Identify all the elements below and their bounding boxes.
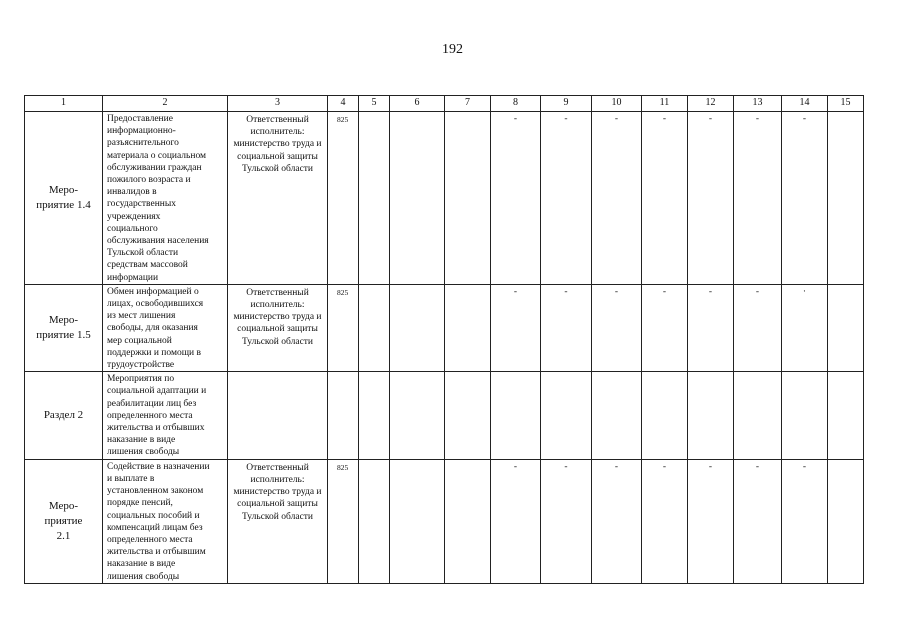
description-line: материала о социальном [107,150,207,161]
description-line: информационно- [107,126,176,137]
table-row [25,112,864,285]
column-number: 9 [541,96,592,112]
description-line: порядке пенсий, [107,498,173,509]
description-line: наказание в виде [107,559,176,570]
responsible-executor: Ответственный исполнитель: министерство труда и социальной защиты Тульской области [228,459,328,583]
description-line: свободы, для оказания [107,323,198,334]
column-number: 10 [592,96,642,112]
description-line: определенного места [107,534,193,545]
description-line: Предоставление [107,114,173,124]
value-cell: - [541,459,592,583]
column-number: 12 [688,96,734,112]
description-line: инвалидов в [107,187,157,198]
description-line: мер социальной [107,335,172,346]
activity-code: Меро- приятие 2.1 [25,459,103,583]
table-row [25,459,864,583]
column-number: 5 [359,96,390,112]
value-cell: - [782,459,828,583]
table-row [25,284,864,371]
description-line: реабилитации лиц без [107,398,197,409]
column-number: 15 [828,96,864,112]
description-line: пожилого возраста и [107,175,191,186]
value-cell: - [541,284,592,371]
description-line: Обмен информацией о [107,286,199,297]
responsible-executor: Ответственный исполнитель: министерство труда и социальной защиты Тульской области [228,284,328,371]
column-number: 2 [103,96,228,112]
value-cell: - [592,459,642,583]
value-cell [390,112,445,285]
column-number: 11 [642,96,688,112]
responsible-executor [228,372,328,459]
responsible-executor: Ответственный исполнитель: министерство труда и социальной защиты Тульской области [228,112,328,285]
description-line: социального [107,223,158,234]
value-cell [390,284,445,371]
description-line: компенсаций лицам без [107,522,203,533]
description-line: определенного места [107,410,193,421]
column-number: 8 [491,96,541,112]
header-row [25,96,864,112]
description-line: поддержки и помощи в [107,347,201,358]
description-line: и выплате в [107,473,155,484]
value-cell: - [642,284,688,371]
value-cell [445,284,491,371]
column-number: 14 [782,96,828,112]
description-line: социальных пособий и [107,510,200,521]
value-cell [541,372,592,459]
description-line: из мест лишения [107,311,176,322]
description-line: учреждениях [107,211,161,222]
grbs-code: 825 [328,112,359,285]
description-line: обслуживании граждан [107,162,202,173]
value-cell [359,112,390,285]
column-number: 1 [25,96,103,112]
activity-description [103,372,228,459]
grbs-code [328,372,359,459]
value-cell: - [642,112,688,285]
value-cell [734,372,782,459]
value-cell [828,284,864,371]
value-cell: - [491,112,541,285]
value-cell: - [491,284,541,371]
description-line: обслуживания населения [107,236,209,247]
value-cell: - [592,112,642,285]
column-number: 6 [390,96,445,112]
value-cell [688,372,734,459]
column-number: 4 [328,96,359,112]
value-cell: - [688,459,734,583]
value-cell [445,112,491,285]
value-cell: - [734,284,782,371]
description-line: Мероприятия по [107,374,175,385]
description-line: жительства и отбывших [107,423,205,434]
value-cell [828,372,864,459]
value-cell [592,372,642,459]
description-line: социальной адаптации и [107,386,207,397]
value-cell [390,459,445,583]
activity-description [103,112,228,285]
description-line: государственных [107,199,177,210]
activity-description [103,284,228,371]
value-cell: - [688,112,734,285]
value-cell: - [782,112,828,285]
value-cell: · [782,284,828,371]
column-number: 13 [734,96,782,112]
value-cell: - [541,112,592,285]
value-cell [445,459,491,583]
description-line: Содействие в назначении [107,461,210,472]
description-line: трудоустройстве [107,360,175,371]
value-cell [782,372,828,459]
description-line: лицах, освободившихся [107,299,204,310]
value-cell [359,284,390,371]
value-cell: - [592,284,642,371]
description-line: Тульской области [107,248,179,259]
description-line: средствам массовой [107,260,188,271]
value-cell [390,372,445,459]
value-cell [359,372,390,459]
table-row [25,372,864,459]
value-cell: - [734,112,782,285]
description-line: информации [107,272,159,283]
description-line: лишения свободы [107,447,180,458]
value-cell [642,372,688,459]
activity-code: Раздел 2 [25,372,103,459]
program-table [24,95,864,584]
description-line: установленном законом [107,486,204,497]
value-cell: - [734,459,782,583]
value-cell [359,459,390,583]
column-number: 7 [445,96,491,112]
value-cell [828,112,864,285]
value-cell [445,372,491,459]
activity-description [103,459,228,583]
value-cell [828,459,864,583]
grbs-code: 825 [328,284,359,371]
value-cell: - [491,459,541,583]
description-line: наказание в виде [107,435,176,446]
value-cell: - [688,284,734,371]
description-line: жительства и отбывшим [107,547,206,558]
column-number: 3 [228,96,328,112]
value-cell: - [642,459,688,583]
page-number: 192 [442,42,463,57]
value-cell [491,372,541,459]
activity-code: Меро- приятие 1.5 [25,284,103,371]
activity-code: Меро- приятие 1.4 [25,112,103,285]
description-line: лишения свободы [107,571,180,582]
description-line: разъяснительного [107,138,179,149]
grbs-code: 825 [328,459,359,583]
